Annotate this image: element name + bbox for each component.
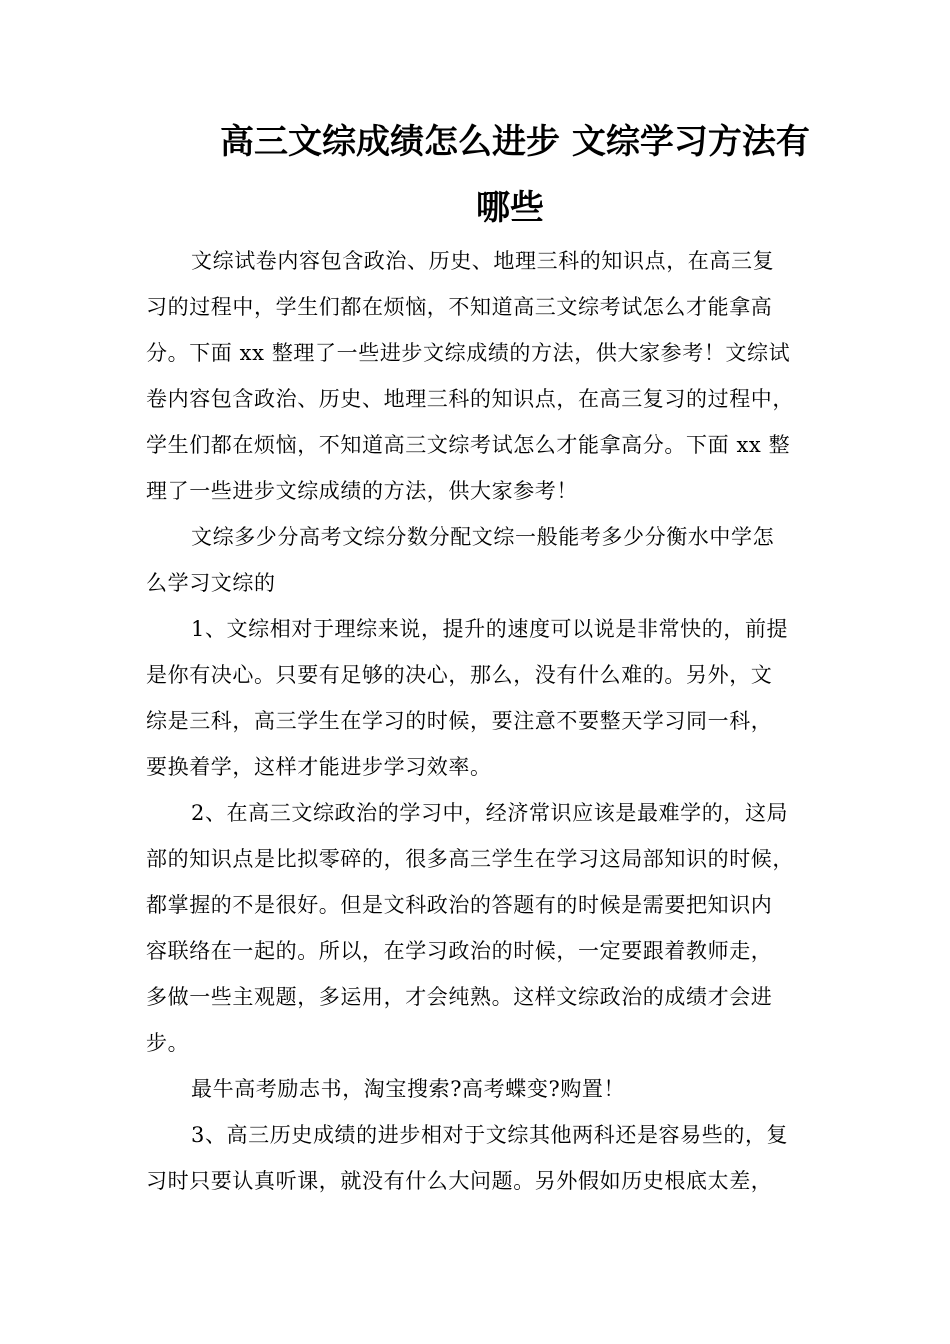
paragraph-line: 文综多少分高考文综分数分配文综一般能考多少分衡水中学怎 — [191, 525, 775, 549]
paragraph — [146, 1078, 811, 1101]
paragraph — [146, 1124, 811, 1193]
paragraph-line: 要换着学，这样才能进步学习效率。 — [146, 755, 492, 779]
paragraph-line: 理了一些进步文综成绩的方法，供大家参考！ — [146, 479, 578, 503]
paragraph-line: 最牛高考励志书，淘宝搜索?高考蝶变?购置！ — [191, 1077, 626, 1101]
paragraph-line: 习的过程中，学生们都在烦恼，不知道高三文综考试怎么才能拿高 — [146, 295, 773, 319]
document-title-line-1: 高三文综成绩怎么进步 文综学习方法有 — [220, 122, 810, 162]
paragraph-line: 么学习文综的 — [146, 571, 276, 595]
paragraph-line: 综是三科，高三学生在学习的时候，要注意不要整天学习同一科， — [146, 709, 773, 733]
paragraph-line: 分。下面 xx 整理了一些进步文综成绩的方法，供大家参考！文综试 — [146, 341, 791, 365]
paragraph-line: 习时只要认真听课，就没有什么大问题。另外假如历史根底太差， — [146, 1169, 773, 1193]
paragraph-line: 文综试卷内容包含政治、历史、地理三科的知识点，在高三复 — [191, 249, 775, 273]
paragraph-line: 步。 — [146, 1031, 190, 1055]
paragraph-line: 学生们都在烦恼，不知道高三文综考试怎么才能拿高分。下面 xx 整 — [146, 433, 791, 457]
document-title-line-2: 哪些 — [476, 188, 544, 228]
paragraph — [146, 250, 811, 503]
paragraph-line: 1、文综相对于理综来说，提升的速度可以说是非常快的，前提 — [191, 617, 789, 641]
paragraph-line: 3、高三历史成绩的进步相对于文综其他两科还是容易些的，复 — [191, 1123, 789, 1147]
paragraph-line: 都掌握的不是很好。但是文科政治的答题有的时候是需要把知识内 — [146, 893, 773, 917]
paragraph — [146, 618, 811, 779]
paragraph-line: 卷内容包含政治、历史、地理三科的知识点，在高三复习的过程中， — [146, 387, 794, 411]
paragraph-line: 部的知识点是比拟零碎的，很多高三学生在学习这局部知识的时候， — [146, 847, 794, 871]
paragraph-line: 容联络在一起的。所以，在学习政治的时候，一定要跟着教师走， — [146, 939, 773, 963]
paragraph-line: 是你有决心。只要有足够的决心，那么，没有什么难的。另外，文 — [146, 663, 773, 687]
paragraph-line: 2、在高三文综政治的学习中，经济常识应该是最难学的，这局 — [191, 801, 789, 825]
paragraph-line: 多做一些主观题，多运用，才会纯熟。这样文综政治的成绩才会进 — [146, 985, 773, 1009]
document-body — [146, 250, 811, 1193]
paragraph — [146, 526, 811, 595]
paragraph — [146, 802, 811, 1055]
